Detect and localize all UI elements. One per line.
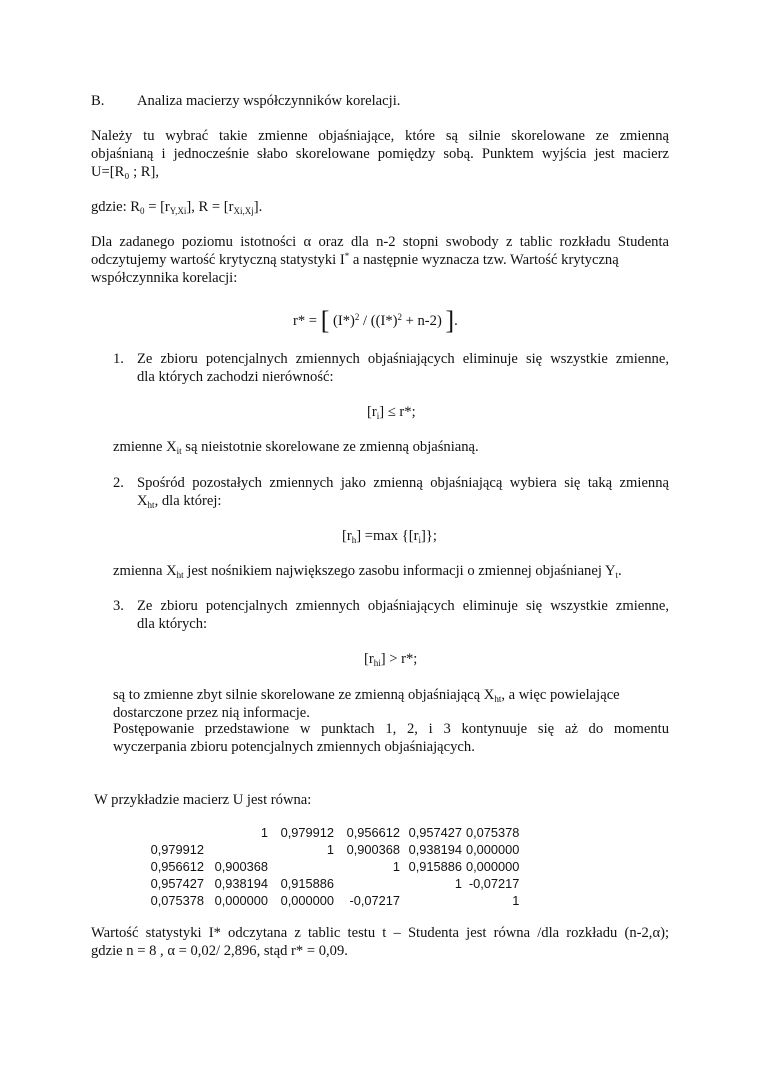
step-2-formula [342,527,437,545]
step-3-note-1 [113,686,669,704]
step-1-note [113,438,479,456]
step-2-line-2a: X [137,493,148,509]
matrix-cell [400,892,462,909]
critical-r-formula [293,306,458,335]
matrix-cell: -0,07217 [468,876,520,891]
where-end: ]. [253,199,263,215]
conclusion-line-2: gdzie n = 8 , α = 0,02/ 2,896, stąd r* = 0,09. [91,943,348,959]
step-2-formula-a: [r [342,528,352,544]
step-3-note-2: dostarczone przez nią informacje. [113,705,310,721]
matrix-cell: 0,000000 [214,893,268,908]
step-3-line-2: dla których: [137,616,208,632]
step-2-formula-sub2: i [418,535,421,545]
matrix-cell: 1 [512,893,520,908]
where-r-sub2: Xi,Xj [233,206,254,216]
where-eq1: = [r [144,199,170,215]
matrix-cell: 0,956612 [346,825,400,840]
step-1-note-sub: it [176,446,182,456]
conclusion-line-1: Wartość statystyki I* odczytana z tablic testu t – Studenta jest równa /dla rozkładu (n-2,α); [91,925,669,941]
example-intro: W przykładzie macierz U jest równa: [94,792,312,808]
formula-part2: / ((I*) [359,313,398,329]
matrix-cell: 1 [326,842,334,857]
intro-line-2: objaśnianą i jednocześnie słabo skorelowane pomiędzy sobą. Punktem wyjścia jest macierz [91,146,669,162]
formula-exp2: 2 [397,312,402,322]
where-mid: ], R = [r [186,199,234,215]
matrix-cell: 0,075378 [466,825,520,840]
step-3-formula-b: ] > r*; [380,651,418,667]
matrix-cell [140,824,204,841]
step-1-line-2: dla których zachodzi nierówność: [137,369,334,385]
matrix-cell [334,875,400,892]
step-3-number: 3. [113,598,124,614]
step-3-note-4: wyczerpania zbioru potencjalnych zmiennych objaśniających. [113,739,475,755]
step-3-note-1a: są to zmienne zbyt silnie skorelowane ze zmienną objaśniającą X [113,687,495,703]
matrix-cell: 0,957427 [408,825,462,840]
step-2-note [113,562,622,580]
step-2-formula-sub1: h [351,535,357,545]
step-1-note-a: zmienne X [113,439,177,455]
formula-close-bracket: ] [445,306,455,335]
step-2-number: 2. [113,475,124,491]
critical-line-2a: odczytujemy wartość krytyczną statystyki I [91,252,345,268]
matrix-cell: 0,957427 [150,876,204,891]
formula-part3: + n-2) [401,313,446,329]
step-1-number: 1. [113,351,124,367]
step-2-note-sub1: ht [176,570,184,580]
formula-end: . [454,313,458,329]
where-prefix: gdzie: R [91,199,141,215]
step-2-formula-b: ] =max {[r [356,528,419,544]
step-3-note-1b: , a więc powielające [501,687,620,703]
step-2-formula-c: ]}; [421,528,437,544]
step-3-formula [364,650,417,668]
matrix-cell: 0,900368 [346,842,400,857]
step-3-formula-sub: hi [373,658,381,668]
section-letter: B. [91,93,105,109]
matrix-row [140,824,519,841]
matrix-cell: 0,000000 [466,859,520,874]
step-1-formula [367,403,416,421]
matrix-cell: -0,07217 [349,893,400,908]
step-2-note-c: . [618,563,622,579]
matrix-row [140,875,519,892]
critical-line-1: Dla zadanego poziomu istotności α oraz dla n-2 stopni swobody z tablic rozkładu Studenta [91,234,669,250]
critical-sup: * [344,251,350,261]
step-1-note-b: są nieistotnie skorelowane ze zmienną objaśnianą. [181,439,479,455]
matrix-row [140,892,519,909]
matrix-cell: 0,979912 [150,842,204,857]
matrix-cell [268,858,334,875]
matrix-cell: 0,956612 [150,859,204,874]
intro-line-3: U=[R₀ ; R], [91,164,160,180]
step-1-formula-a: [r [367,404,377,420]
step-2-note-b: jest nośnikiem największego zasobu informacji o zmiennej objaśnianej Y [183,563,616,579]
critical-line-2 [91,251,669,269]
step-1-formula-sub: i [376,411,380,421]
critical-line-3: współczynnika korelacji: [91,270,238,286]
step-3-line-1: Ze zbioru potencjalnych zmiennych objaśniających eliminuje się wszystkie zmienne, [137,598,669,614]
formula-part1: (I*) [329,313,355,329]
matrix-cell [204,841,268,858]
critical-line-2b: a następnie wyznacza tzw. Wartość krytyczną [349,252,619,268]
step-2-line-1: Spośród pozostałych zmiennych jako zmienną objaśniającą wybiera się taką zmienną [137,475,669,491]
where-r0-sub: 0 [140,206,145,216]
matrix-cell: 1 [392,859,400,874]
formula-lhs: r* = [293,313,321,329]
step-1-line-1: Ze zbioru potencjalnych zmiennych objaśniających eliminuje się wszystkie zmienne, [137,351,669,367]
matrix-cell: 0,938194 [214,876,268,891]
where-line [91,198,262,216]
matrix-cell: 1 [454,876,462,891]
step-2-line-2b: , dla której: [154,493,222,509]
matrix-cell: 0,979912 [280,825,334,840]
section-title: Analiza macierzy współczynników korelacji. [137,93,401,109]
step-3-note-3: Postępowanie przedstawione w punktach 1, 2, i 3 kontynuuje się aż do momentu [113,721,669,737]
step-2-line-2-sub: ht [147,500,155,510]
matrix-cell: 0,000000 [466,842,520,857]
matrix-cell: 0,915886 [280,876,334,891]
matrix-row [140,858,519,875]
where-r-sub1: Y,Xi [169,206,187,216]
step-2-note-a: zmienna X [113,563,177,579]
matrix-row [140,841,519,858]
matrix-cell: 0,938194 [408,842,462,857]
step-2-note-sub2: t [615,570,619,580]
step-3-formula-a: [r [364,651,374,667]
correlation-matrix-table [140,824,519,909]
matrix-cell: 0,900368 [214,859,268,874]
formula-open-bracket: [ [320,306,330,335]
matrix-cell: 0,915886 [408,859,462,874]
step-1-formula-b: ] ≤ r*; [379,404,416,420]
matrix-cell: 0,075378 [150,893,204,908]
step-3-note-1-sub: ht [494,694,502,704]
matrix-cell: 0,000000 [280,893,334,908]
intro-line-1: Należy tu wybrać takie zmienne objaśniające, które są silnie skorelowane ze zmienną [91,128,669,144]
step-2-line-2 [137,492,221,510]
matrix-cell: 1 [260,825,268,840]
formula-exp1: 2 [354,312,360,322]
